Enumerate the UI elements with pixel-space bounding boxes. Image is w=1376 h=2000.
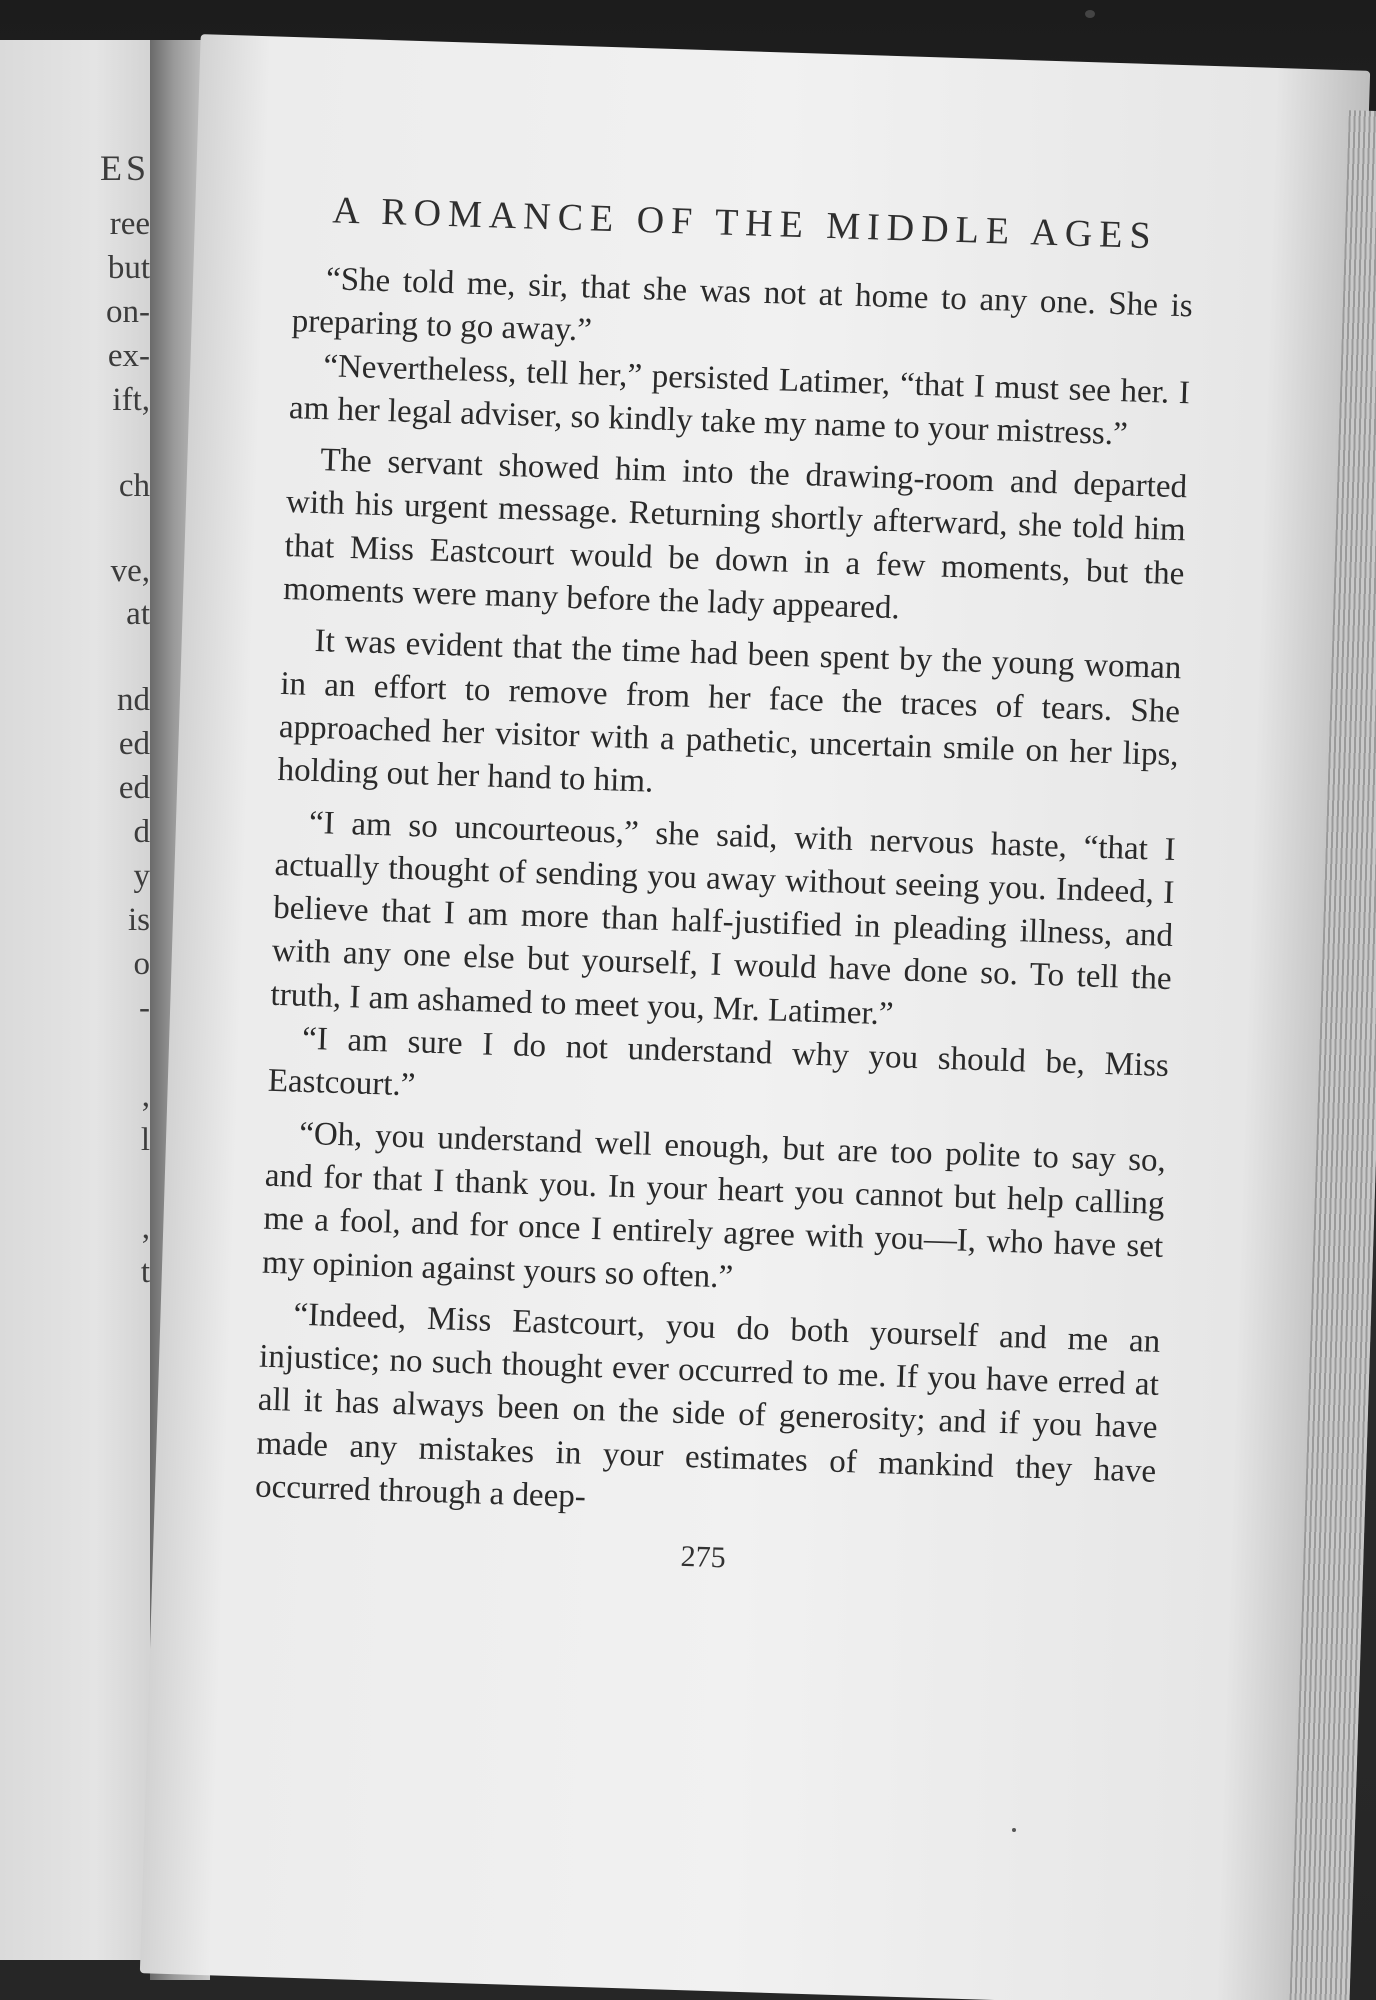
left-page-fragment: , xyxy=(141,1210,150,1246)
book-page xyxy=(140,34,1370,2000)
left-page-fragment: ed xyxy=(118,726,150,762)
left-page-fragment: l xyxy=(140,1122,150,1158)
left-page-fragment: ree xyxy=(109,206,150,242)
left-page-fragment: d xyxy=(133,814,150,850)
paragraph: “She told me, sir, that she was not at home to any one. She is preparing to go away.” xyxy=(291,261,1194,349)
left-page-fragment: ch xyxy=(118,468,150,504)
left-page-fragment: is xyxy=(127,902,150,938)
paragraph: “Oh, you understand well enough, but are too polite to say so, and for that I thank you. In your heart you cannot but help calling me a fool, and for once I entirely agree with you—I, who have set my opinion against yours so often.” xyxy=(261,1115,1167,1295)
paragraph: It was evident that the time had been spent by the young woman in an effort to remove from her face the traces of tears. She approached her visitor with a pathetic, uncertain smile on her lips, holding out her hand to him. xyxy=(277,623,1182,800)
dust-speck xyxy=(1085,10,1095,18)
left-page-fragment: ift, xyxy=(112,382,150,418)
paragraph: “I am sure I do not understand why you should be, Miss Eastcourt.” xyxy=(267,1020,1170,1104)
paragraph: “Indeed, Miss Eastcourt, you do both yourself and me an injustice; no such thought ever occurred to me. If you have erred at all it has always been on the side of generosity; and if you have made any mistakes in your estimates of mankind they have occurred through a deep- xyxy=(254,1296,1161,1515)
left-page-fragment: on- xyxy=(106,294,150,330)
paragraph: “Nevertheless, tell her,” persisted Latimer, “that I must see her. I am her legal adviser, so kindly take my name to your mistress.” xyxy=(288,347,1191,453)
left-page-fragment: - xyxy=(139,990,150,1026)
left-page-fragment: y xyxy=(133,858,150,894)
left-page-fragment: nd xyxy=(117,682,150,718)
left-page-fragment: at xyxy=(126,596,150,632)
paragraph: The servant showed him into the drawing-room and departed with his urgent message. Returning shortly afterward, she told him that Miss Eastcourt would be down in a few moments, but the moments were many before the lady appeared. xyxy=(282,442,1188,627)
page-text xyxy=(253,187,1196,1589)
paragraph: “I am so uncourteous,” she said, with nervous haste, “that I actually thought of sending you away without seeing you. Indeed, I believe that I am more than half-justified in pleading illness, and with any one else but yourself, I would have done so. To tell the truth, I am ashamed to meet you, Mr. Latimer.” xyxy=(270,804,1177,1033)
dust-speck xyxy=(1012,1828,1016,1832)
left-page-fragment: ex- xyxy=(107,338,150,374)
left-page-fragment: t xyxy=(140,1254,150,1290)
left-page-fragment: ve, xyxy=(110,553,150,589)
left-page-fragment: but xyxy=(107,250,150,286)
page-number: 275 xyxy=(680,1540,727,1575)
left-page-fragment: o xyxy=(133,946,150,982)
running-head: A ROMANCE OF THE MIDDLE AGES xyxy=(331,189,1159,258)
previous-page xyxy=(0,40,165,1960)
left-page-fragment: ed xyxy=(118,770,150,806)
left-page-heading-fragment: ES xyxy=(99,148,150,188)
left-page-fragment: , xyxy=(141,1078,150,1114)
